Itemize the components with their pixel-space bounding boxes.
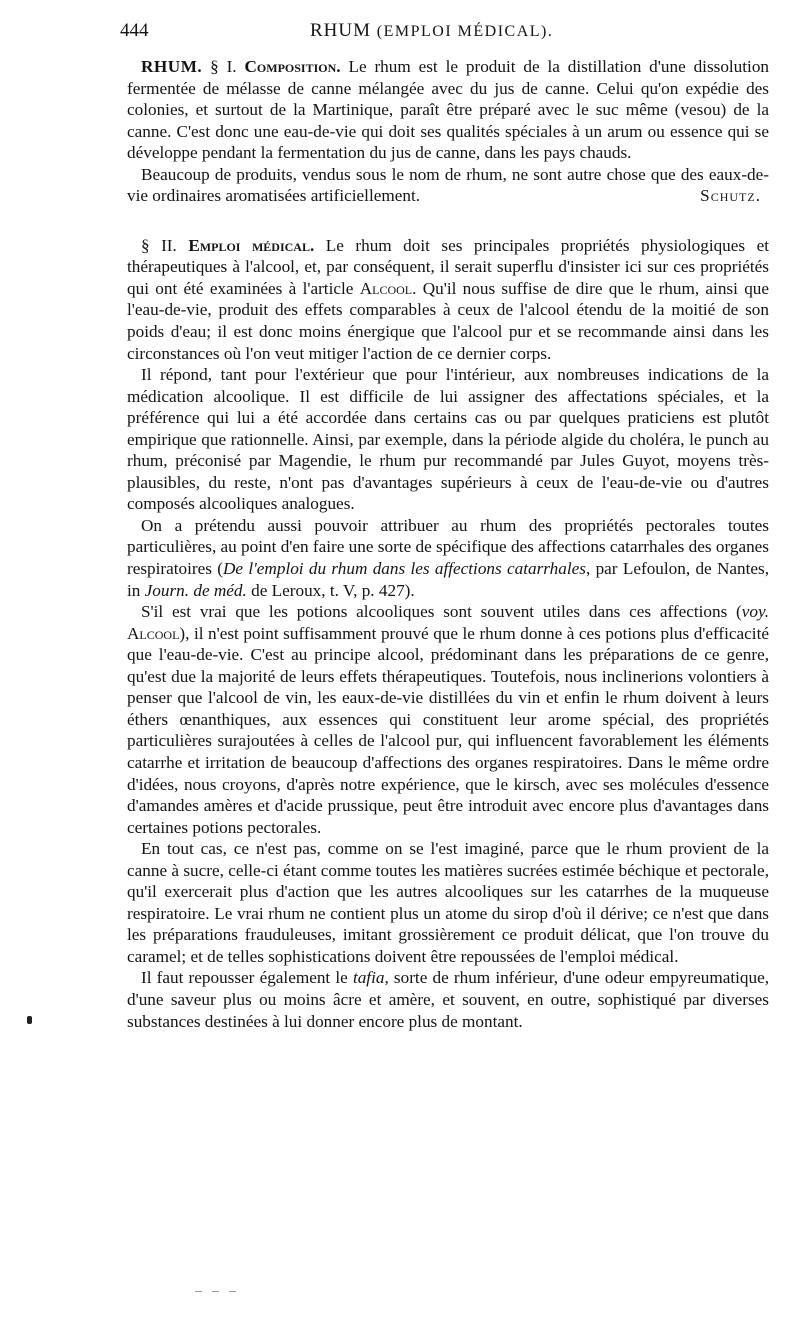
section1-text-2: Beaucoup de produits, vendus sous le nom de rhum, ne sont autre chose que des eaux-de-vie ordinaires aromatisées artificiellement. <box>127 164 769 206</box>
section2-text-3b: , par Lefoulon, de Nantes, in <box>127 559 770 600</box>
voy-abbrev: voy. <box>741 602 769 622</box>
section2-paragraph-2 <box>127 364 769 515</box>
running-title <box>310 16 553 47</box>
section1-paragraph-2 <box>127 164 769 207</box>
section1-text-1: Le rhum est le produit de la distillation d'une dissolution fermentée de mélasse de canne mélangée avec du jus de canne. Celui qu'on expédie des colonies, et surtout de la Martinique, paraît être préparé avec le suc même (vesou) de la canne. C'est donc une eau-de-vie qui doit ses qualités spéciales à un arum ou essence qui se développe pendant la fermentation du jus de canne, dans les pays chauds. <box>127 57 770 163</box>
section2-text-6a: Il faut repousser également le <box>141 968 353 988</box>
section2-text-3a: On a prétendu aussi pouvoir attribuer au rhum des propriétés pectorales toutes particulières, au point d'en faire une sorte de spécifique des affections catarrhales des organes respiratoires ( <box>127 515 769 579</box>
margin-ink-mark <box>27 1016 32 1024</box>
tafia-term: tafia <box>352 968 385 988</box>
citation-journal: Journ. de méd. <box>144 580 247 600</box>
section2-paragraph-1 <box>127 235 769 364</box>
page-number: 444 <box>120 20 149 41</box>
section2-text-1b: . Qu'il nous suffise de dire que le rhum, ainsi que l'eau-de-vie, produit des effets comparables à ceux de l'alcool étendu de la moitié de son poids d'eau; il est donc moins énergique que l'alcool pur et se recommande ainsi dans les circonstances où l'on veut mitiger l'action de ce dernier corps. <box>127 278 770 363</box>
author-signature: Schutz. <box>700 186 761 206</box>
running-head <box>120 16 770 46</box>
scan-specks <box>195 1282 275 1288</box>
running-title-sub: (EMPLOI MÉDICAL). <box>376 23 554 40</box>
section2-mark: § II. <box>141 235 177 255</box>
section2-text-2: Il répond, tant pour l'extérieur que pour l'intérieur, aux nombreuses indications de la médication alcoolique. Il est difficile de lui assigner des affectations spéciales, et la préférence qui lui a été accordée dans certains cas ou par quelques praticiens est plutôt empirique que rationnelle. Ainsi, par exemple, dans la période algide du choléra, le punch au rhum, préconisé par Magendie, le rhum pur recommandé par Jules Guyot, moyens très-plausibles, du reste, n'ont pas d'avantages supérieurs à ceux de l'eau-de-vie ou d'autres composés alcooliques analogues. <box>127 365 769 514</box>
section2-text-4b: ), il n'est point suffisamment prouvé que le rhum donne à ces potions plus d'efficacité que l'eau-de-vie. C'est au principe alcool, prédominant dans les préparations de ce genre, qu'est due la majorité de leurs effets thérapeutiques. Toutefois, nous inclinerions volontiers à penser que l'alcool de vin, les eaux-de-vie distillées du vin et enfin le rhum doivent à leurs éthers œnanthiques, aux essences qui constituent leur arome spécial, des propriétés particulières surajoutées à celles de l'alcool pur, qui influencent favorablement les éléments catarrhe et irritation de beaucoup d'affections des organes respiratoires. Dans le même ordre d'idées, nous croyons, d'après notre expérience, que le kirsch, avec ses molécules d'essence d'amandes amères et d'acide prussique, peut être introduit avec encore plus d'avantages dans certaines potions pectorales. <box>127 623 769 837</box>
section1-title: Composition. <box>244 57 341 76</box>
section2-text-3c: de Leroux, t. V, p. 427). <box>246 580 415 600</box>
section2-text-6b: , sorte de rhum inférieur, d'une odeur empyreumatique, d'une saveur plus ou moins âcre et amère, et souvent, en outre, sophistiqué par diverses substances destinées à lui donner encore plus de montant. <box>127 968 770 1031</box>
cross-reference-alcool: Alcool <box>359 278 413 298</box>
section-gap <box>127 207 769 235</box>
section2-paragraph-5 <box>127 838 769 967</box>
section2-paragraph-3 <box>127 515 769 601</box>
section1-paragraph-1 <box>127 56 769 164</box>
section2-text-1a: Le rhum doit ses principales propriétés physiologiques et thérapeutiques à l'alcool, et, par conséquent, il serait superflu d'insister ici sur ces propriétés qui ont été examinées à l'article <box>127 235 769 298</box>
section2-title: Emploi médical. <box>188 235 315 255</box>
section2-paragraph-6 <box>127 967 769 1032</box>
section1-mark: § I. <box>210 57 237 76</box>
running-title-main: RHUM <box>310 20 372 41</box>
citation-title: De l'emploi du rhum dans les affections catarrhales <box>223 559 586 579</box>
article-body <box>127 56 769 1032</box>
section2-paragraph-4 <box>127 601 769 838</box>
section2-text-5: En tout cas, ce n'est pas, comme on se l'est imaginé, parce que le rhum provient de la canne à sucre, celle-ci étant comme toutes les matières sucrées estimée béchique et pectorale, qu'il exercerait plus d'action que les autres alcooliques sur les catarrhes de la muqueuse respiratoire. Le vrai rhum ne contient plus un atome du sirop d'où il dérive; ce n'est que dans les préparations frauduleuses, imitant grossièrement ce produit délicat, que l'on trouve du caramel; et de telles sophistications doivent être repoussées de l'emploi médical. <box>127 839 769 966</box>
entry-word: RHUM. <box>141 57 203 76</box>
cross-reference-alcool-2: Alcool <box>127 623 180 643</box>
section2-text-4a: S'il est vrai que les potions alcooliques sont souvent utiles dans ces affections ( <box>141 602 742 622</box>
